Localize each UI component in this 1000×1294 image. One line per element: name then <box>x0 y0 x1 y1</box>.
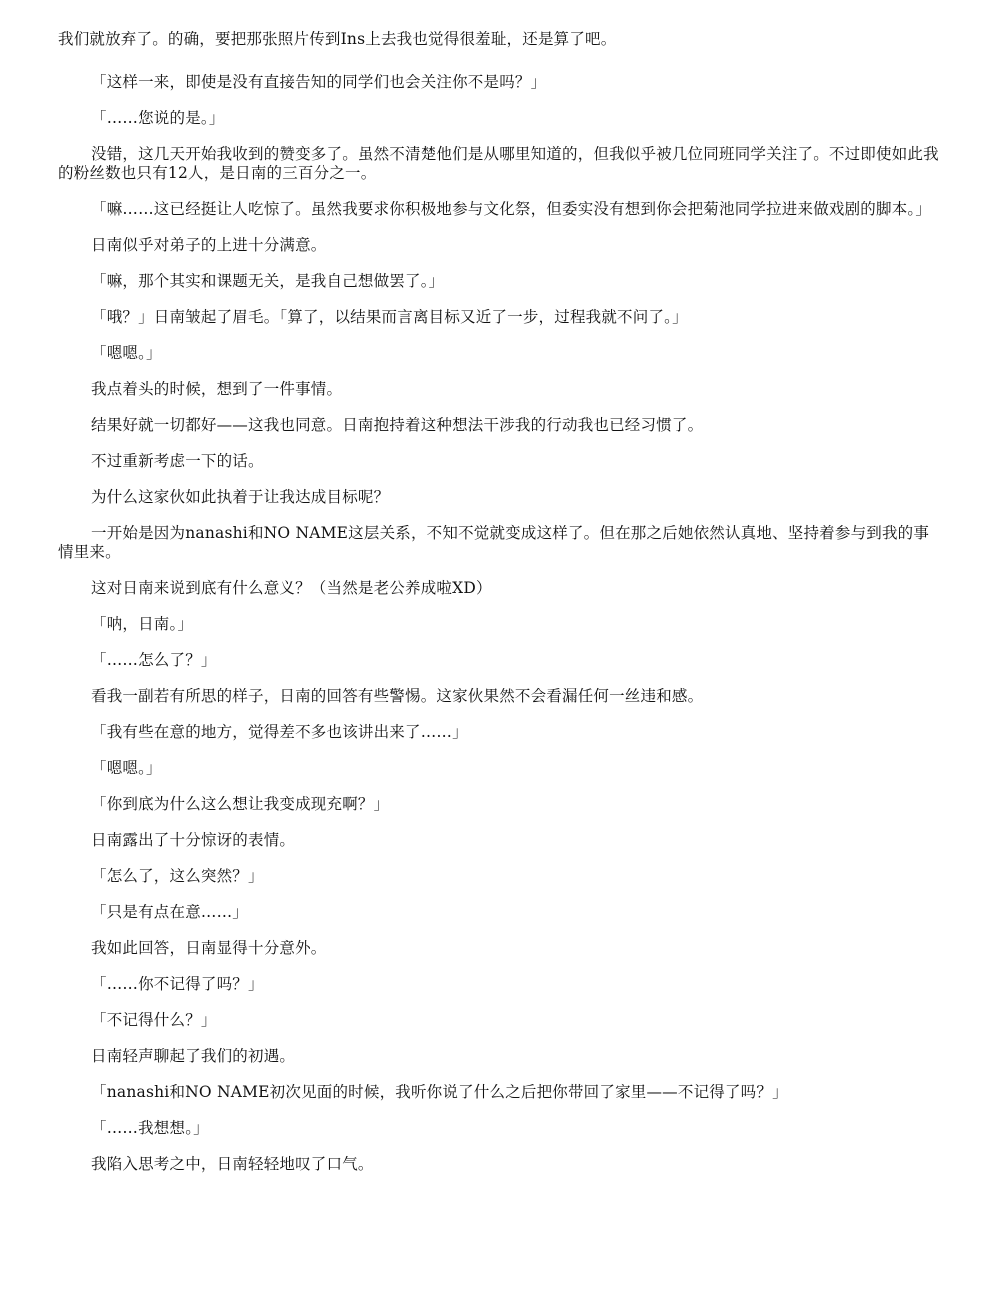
paragraph-7: 「哦？」日南皱起了眉毛。「算了，以结果而言离目标又近了一步，过程我就不问了。」 <box>91 308 688 326</box>
paragraph-30: 我陷入思考之中，日南轻轻地叹了口气。 <box>91 1155 374 1173</box>
paragraph-5: 日南似乎对弟子的上进十分满意。 <box>91 236 327 254</box>
paragraph-18: 「我有些在意的地方，觉得差不多也该讲出来了……」 <box>91 723 468 741</box>
paragraph-9: 我点着头的时候，想到了一件事情。 <box>91 380 343 398</box>
paragraph-0: 我们就放弃了。的确，要把那张照片传到Ins上去我也觉得很羞耻，还是算了吧。 <box>58 30 617 48</box>
paragraph-4: 「嘛……这已经挺让人吃惊了。虽然我要求你积极地参与文化祭，但委实没有想到你会把菊池同学拉进来做戏剧的脚本。」 <box>91 200 932 218</box>
paragraph-3: 没错，这几天开始我收到的赞变多了。虽然不清楚他们是从哪里知道的，但我似乎被几位同班同学关注了。不过即使如此我的粉丝数也只有12人，是日南的三百分之一。 <box>58 145 939 182</box>
paragraph-21: 日南露出了十分惊讶的表情。 <box>91 831 296 849</box>
paragraph-2: 「……您说的是。」 <box>91 109 225 127</box>
paragraph-8: 「嗯嗯。」 <box>91 344 162 362</box>
paragraph-26: 「不记得什么？」 <box>91 1011 217 1029</box>
paragraph-24: 我如此回答，日南显得十分意外。 <box>91 939 327 957</box>
paragraph-1: 「这样一来，即使是没有直接告知的同学们也会关注你不是吗？」 <box>91 73 547 91</box>
paragraph-6: 「嘛，那个其实和课题无关，是我自己想做罢了。」 <box>91 272 445 290</box>
paragraph-17: 看我一副若有所思的样子，日南的回答有些警惕。这家伙果然不会看漏任何一丝违和感。 <box>91 687 704 705</box>
paragraph-13: 一开始是因为nanashi和NO NAME这层关系，不知不觉就变成这样了。但在那之后她依然认真地、坚持着参与到我的事情里来。 <box>58 524 930 561</box>
paragraph-10: 结果好就一切都好——这我也同意。日南抱持着这种想法干涉我的行动我也已经习惯了。 <box>91 416 704 434</box>
paragraph-27: 日南轻声聊起了我们的初遇。 <box>91 1047 296 1065</box>
paragraph-29: 「……我想想。」 <box>91 1119 209 1137</box>
paragraph-11: 不过重新考虑一下的话。 <box>91 452 264 470</box>
paragraph-28: 「nanashi和NO NAME初次见面的时候，我听你说了什么之后把你带回了家里——不记得了吗？」 <box>91 1083 788 1101</box>
paragraph-12: 为什么这家伙如此执着于让我达成目标呢？ <box>91 488 390 506</box>
paragraph-16: 「……怎么了？」 <box>91 651 217 669</box>
paragraph-19: 「嗯嗯。」 <box>91 759 162 777</box>
paragraph-25: 「……你不记得了吗？」 <box>91 975 264 993</box>
paragraph-14: 这对日南来说到底有什么意义？（当然是老公养成啦XD） <box>91 579 492 597</box>
paragraph-20: 「你到底为什么这么想让我变成现充啊？」 <box>91 795 390 813</box>
paragraph-15: 「呐，日南。」 <box>91 615 194 633</box>
paragraph-23: 「只是有点在意……」 <box>91 903 249 921</box>
paragraph-22: 「怎么了，这么突然？」 <box>91 867 264 885</box>
